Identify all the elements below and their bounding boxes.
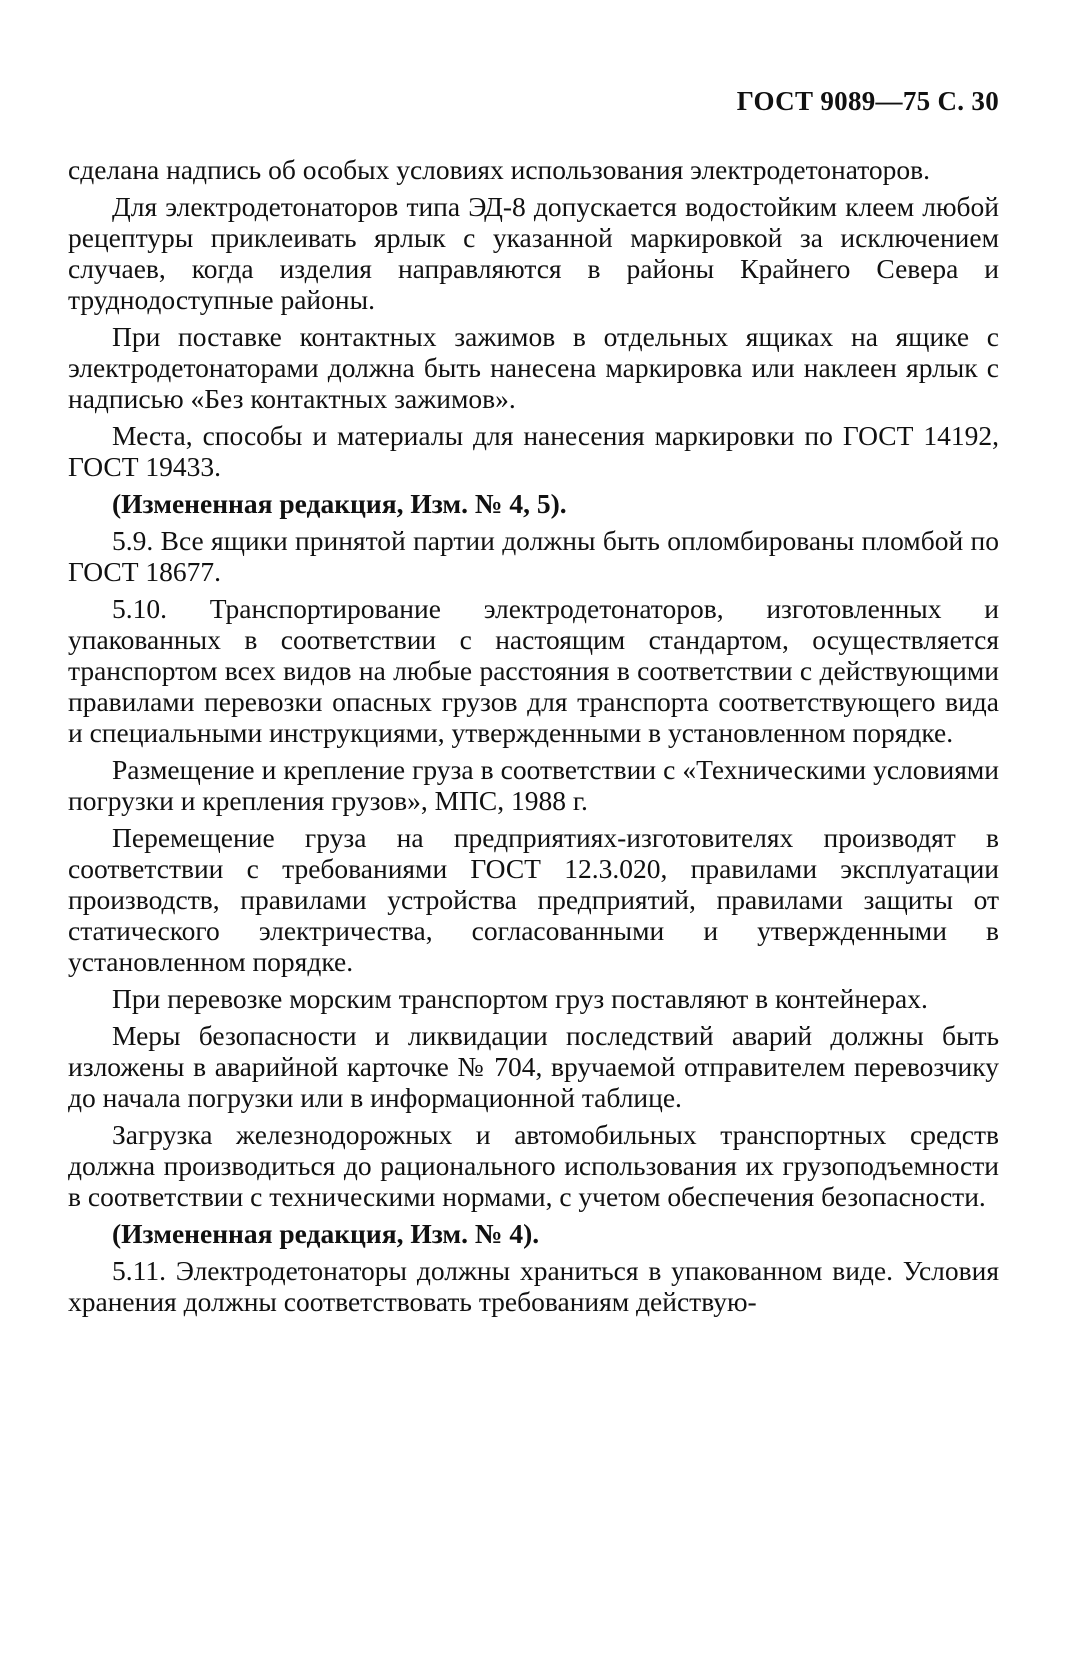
paragraph: При поставке контактных зажимов в отдельных ящиках на ящике с электродетонаторами должна быть нанесена маркировка или наклеен ярлык с надписью «Без контактных зажимов». [68,321,999,414]
paragraph: 5.9. Все ящики принятой партии должны быть опломбированы пломбой по ГОСТ 18677. [68,525,999,587]
paragraph: 5.11. Электродетонаторы должны храниться в упакованном виде. Условия хранения должны соответствовать требованиям действую- [68,1255,999,1317]
paragraph: Меры безопасности и ликвидации последствий аварий должны быть изложены в аварийной карточке № 704, вручаемой отправителем перевозчику до начала погрузки или в информационной таблице. [68,1020,999,1113]
paragraph: Размещение и крепление груза в соответствии с «Техническими условиями погрузки и крепления грузов», МПС, 1988 г. [68,754,999,816]
paragraph: сделана надпись об особых условиях использования электродетонаторов. [68,154,931,185]
paragraph: Для электродетонаторов типа ЭД-8 допускается водостойким клеем любой рецептуры приклеивать ярлык с указанной маркировкой за исключением случаев, когда изделия направляются в районы Крайнего Севера и труднодоступные районы. [68,191,999,315]
page-header: ГОСТ 9089—75 С. 30 [736,86,999,116]
amendment-note: (Измененная редакция, Изм. № 4). [112,1218,540,1249]
paragraph: Перемещение груза на предприятиях-изготовителях производят в соответствии с требованиями ГОСТ 12.3.020, правилами эксплуатации производств, правилами устройства предприятий, правилами защиты от статического электричества, согласованными и утвержденными в установленном порядке. [68,822,999,977]
paragraph: При перевозке морским транспортом груз поставляют в контейнерах. [112,983,928,1014]
paragraph: 5.10. Транспортирование электродетонаторов, изготовленных и упакованных в соответствии с настоящим стандартом, осуществляется транспортом всех видов на любые расстояния в соответствии с действующими правилами перевозки опасных грузов для транспорта соответствующего вида и специальными инструкциями, утвержденными в установленном порядке. [68,593,999,748]
amendment-note: (Измененная редакция, Изм. № 4, 5). [112,488,567,519]
paragraph: Места, способы и материалы для нанесения маркировки по ГОСТ 14192, ГОСТ 19433. [68,420,999,482]
document-body [68,154,999,1317]
paragraph: Загрузка железнодорожных и автомобильных транспортных средств должна производиться до рационального использования их грузоподъемности в соответствии с техническими нормами, с учетом обеспечения безопасности. [68,1119,999,1212]
